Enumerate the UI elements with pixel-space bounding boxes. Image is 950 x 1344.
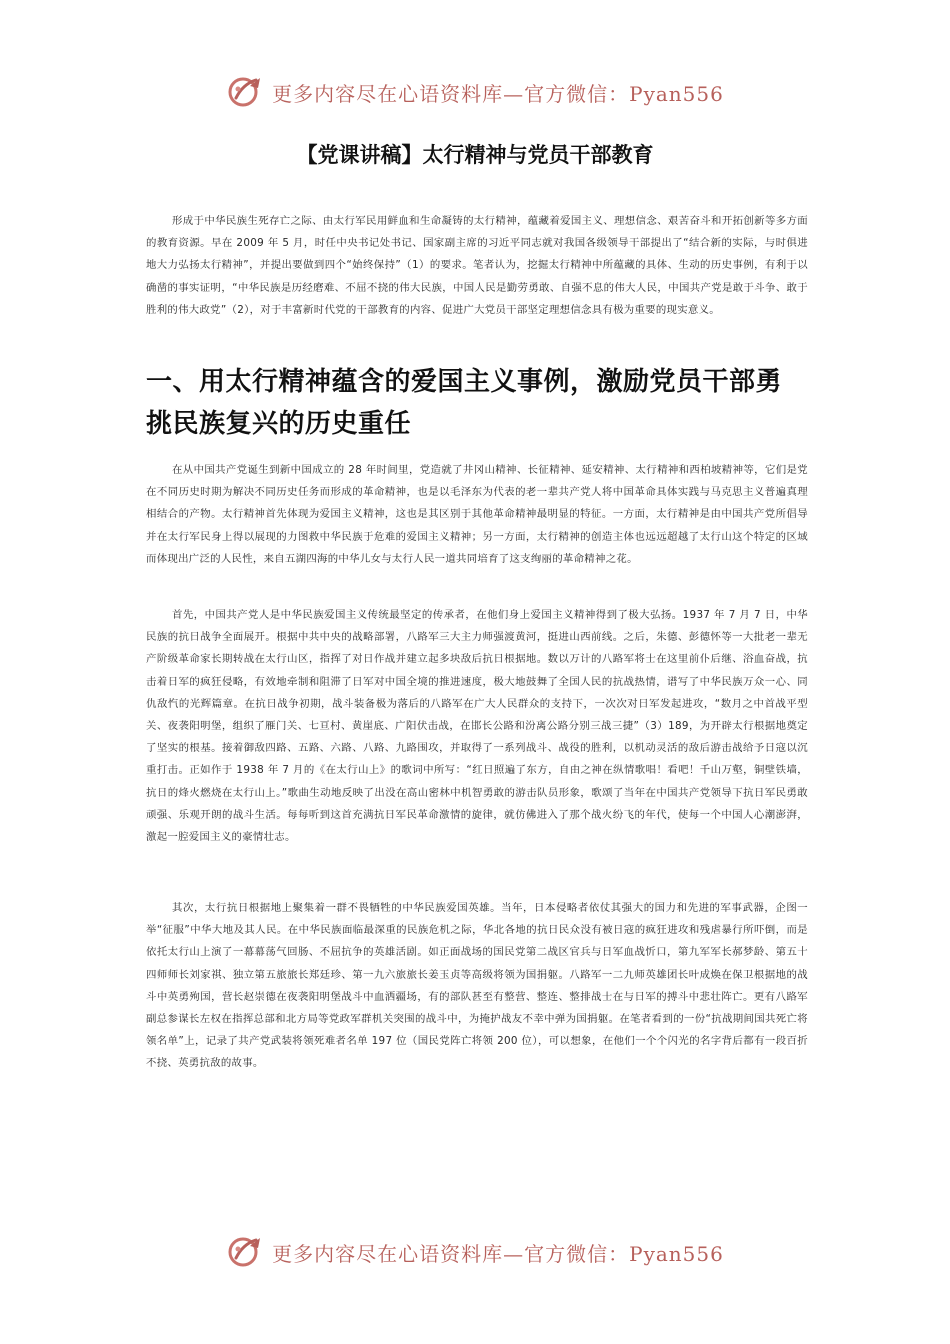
section-1-heading-block (146, 361, 808, 445)
section-heading: 一、用太行精神蕴含的爱国主义事例，激励党员干部勇挑民族复兴的历史重任 (146, 367, 783, 439)
cloud-pen-logo-icon (226, 72, 266, 112)
header-banner (0, 72, 950, 112)
footer-banner (0, 1232, 950, 1272)
body-paragraph: 首先，中国共产党人是中华民族爱国主义传统最坚定的传承者，在他们身上爱国主义精神得到了极大弘扬。1937 年 7 月 7 日，中华民族的抗日战争全面展开。根据中共中央的战略部署，八路军三大主力师强渡黄河，挺进山西前线。之后，朱德、彭德怀等一大批老一辈无产阶级革命家长期转战在太行山区，指挥了对日作战并建立起多块敌后抗日根据地。数以万计的八路军将士在这里前仆后继、浴血奋战，抗击着日军的疯狂侵略，有效地牵制和阻滞了日军对中国全境的推进速度，极大地鼓舞了全国人民的抗战热情，谱写了中华民族万众一心、同仇敌忾的光辉篇章。在抗日战争初期，战斗装备极为落后的八路军在广大人民群众的支持下，一次次对日军发起进攻，“数月之中首战平型关、夜袭阳明堡，组织了雁门关、七亘村、黄崖底、广阳伏击战，在邯长公路和汾离公路分别三战三捷”（3）189，为开辟太行根据地奠定了坚实的根基。接着御敌四路、五路、六路、八路、九路围攻，并取得了一系列战斗、战役的胜利，以机动灵活的敌后游击战给予日寇以沉重打击。正如作于 1938 年 7 月的《在太行山上》的歌词中所写：“红日照遍了东方，自由之神在纵情歌唱！看吧！千山万壑，铜壁铁墙，抗日的烽火燃烧在太行山上。”歌曲生动地反映了出没在高山密林中机智勇敢的游击队员形象，歌颂了当年在中国共产党领导下抗日军民勇敢顽强、乐观开朗的战斗生活。每每听到这首充满抗日军民革命激情的旋律，就仿佛进入了那个战火纷飞的年代，使每一个中国人心潮澎湃，激起一腔爱国主义的豪情壮志。 (146, 609, 808, 844)
intro-paragraph: 形成于中华民族生死存亡之际、由太行军民用鲜血和生命凝铸的太行精神，蕴藏着爱国主义、理想信念、艰苦奋斗和开拓创新等多方面的教育资源。早在 2009 年 5 月，时任中央书记处书记、国家副主席的习近平同志就对我国各级领导干部提出了“结合新的实际，与时俱进地大力弘扬太行精神”，并提出要做到四个“始终保持”（1）的要求。笔者认为，挖掘太行精神中所蕴藏的具体、生动的历史事例，有利于以确凿的事实证明，“中华民族是历经磨难、不屈不挠的伟大民族，中国人民是勤劳勇敢、自强不息的伟大人民，中国共产党是敢于斗争、敢于胜利的伟大政党”（2），对于丰富新时代党的干部教育的内容、促进广大党员干部坚定理想信念具有极为重要的现实意义。 (146, 215, 808, 316)
cloud-pen-logo-icon (226, 1232, 266, 1272)
banner-text: 更多内容尽在心语资料库—官方微信：Pyan556 (272, 1241, 724, 1266)
body-paragraph: 其次，太行抗日根据地上聚集着一群不畏牺牲的中华民族爱国英雄。当年，日本侵略者依仗其强大的国力和先进的军事武器，企图一举“征服”中华大地及其人民。在中华民族面临最深重的民族危机之际，华北各地的抗日民众没有被日寇的疯狂进攻和残虐暴行所吓倒，而是依托太行山上演了一幕幕荡气回肠、不屈抗争的英雄活剧。如正面战场的国民党第二战区官兵与日军血战忻口，第九军军长郝梦龄、第五十四师师长刘家祺、独立第五旅旅长郑廷珍、第一九六旅旅长姜玉贞等高级将领为国捐躯。八路军一二九师英雄团长叶成焕在保卫根据地的战斗中英勇殉国，营长赵崇德在夜袭阳明堡战斗中血洒疆场，有的部队甚至有整营、整连、整排战士在与日军的搏斗中悲壮阵亡。更有八路军副总参谋长左权在指挥总部和北方局等党政军群机关突围的战斗中，为掩护战友不幸中弹为国捐躯。在笔者看到的一份“抗战期间国共死亡将领名单”上，记录了共产党武装将领死难者名单 197 位（国民党阵亡将领 200 位），可以想象，在他们一个个闪光的名字背后都有一段百折不挠、英勇抗敌的故事。 (146, 902, 808, 1070)
document-title: 【党课讲稿】太行精神与党员干部教育 (296, 143, 654, 167)
section-1-paragraph-1-block (146, 459, 808, 570)
body-paragraph: 在从中国共产党诞生到新中国成立的 28 年时间里，党造就了井冈山精神、长征精神、延安精神、太行精神和西柏坡精神等，它们是党在不同历史时期为解决不同历史任务而形成的革命精神，也是以毛泽东为代表的老一辈共产党人将中国革命具体实践与马克思主义普遍真理相结合的产物。太行精神首先体现为爱国主义精神，这也是其区别于其他革命精神最明显的特征。一方面，太行精神是由中国共产党所倡导并在太行军民身上得以展现的力图救中华民族于危难的爱国主义精神；另一方面，太行精神的创造主体也远远超越了太行山这个特定的区域而体现出广泛的人民性，来自五湖四海的中华儿女与太行人民一道共同培育了这支绚丽的革命精神之花。 (146, 464, 808, 565)
intro-block (146, 210, 808, 321)
banner-text: 更多内容尽在心语资料库—官方微信：Pyan556 (272, 81, 724, 106)
section-1-paragraph-3-block (146, 897, 808, 1075)
section-1-paragraph-2-block (146, 604, 808, 848)
